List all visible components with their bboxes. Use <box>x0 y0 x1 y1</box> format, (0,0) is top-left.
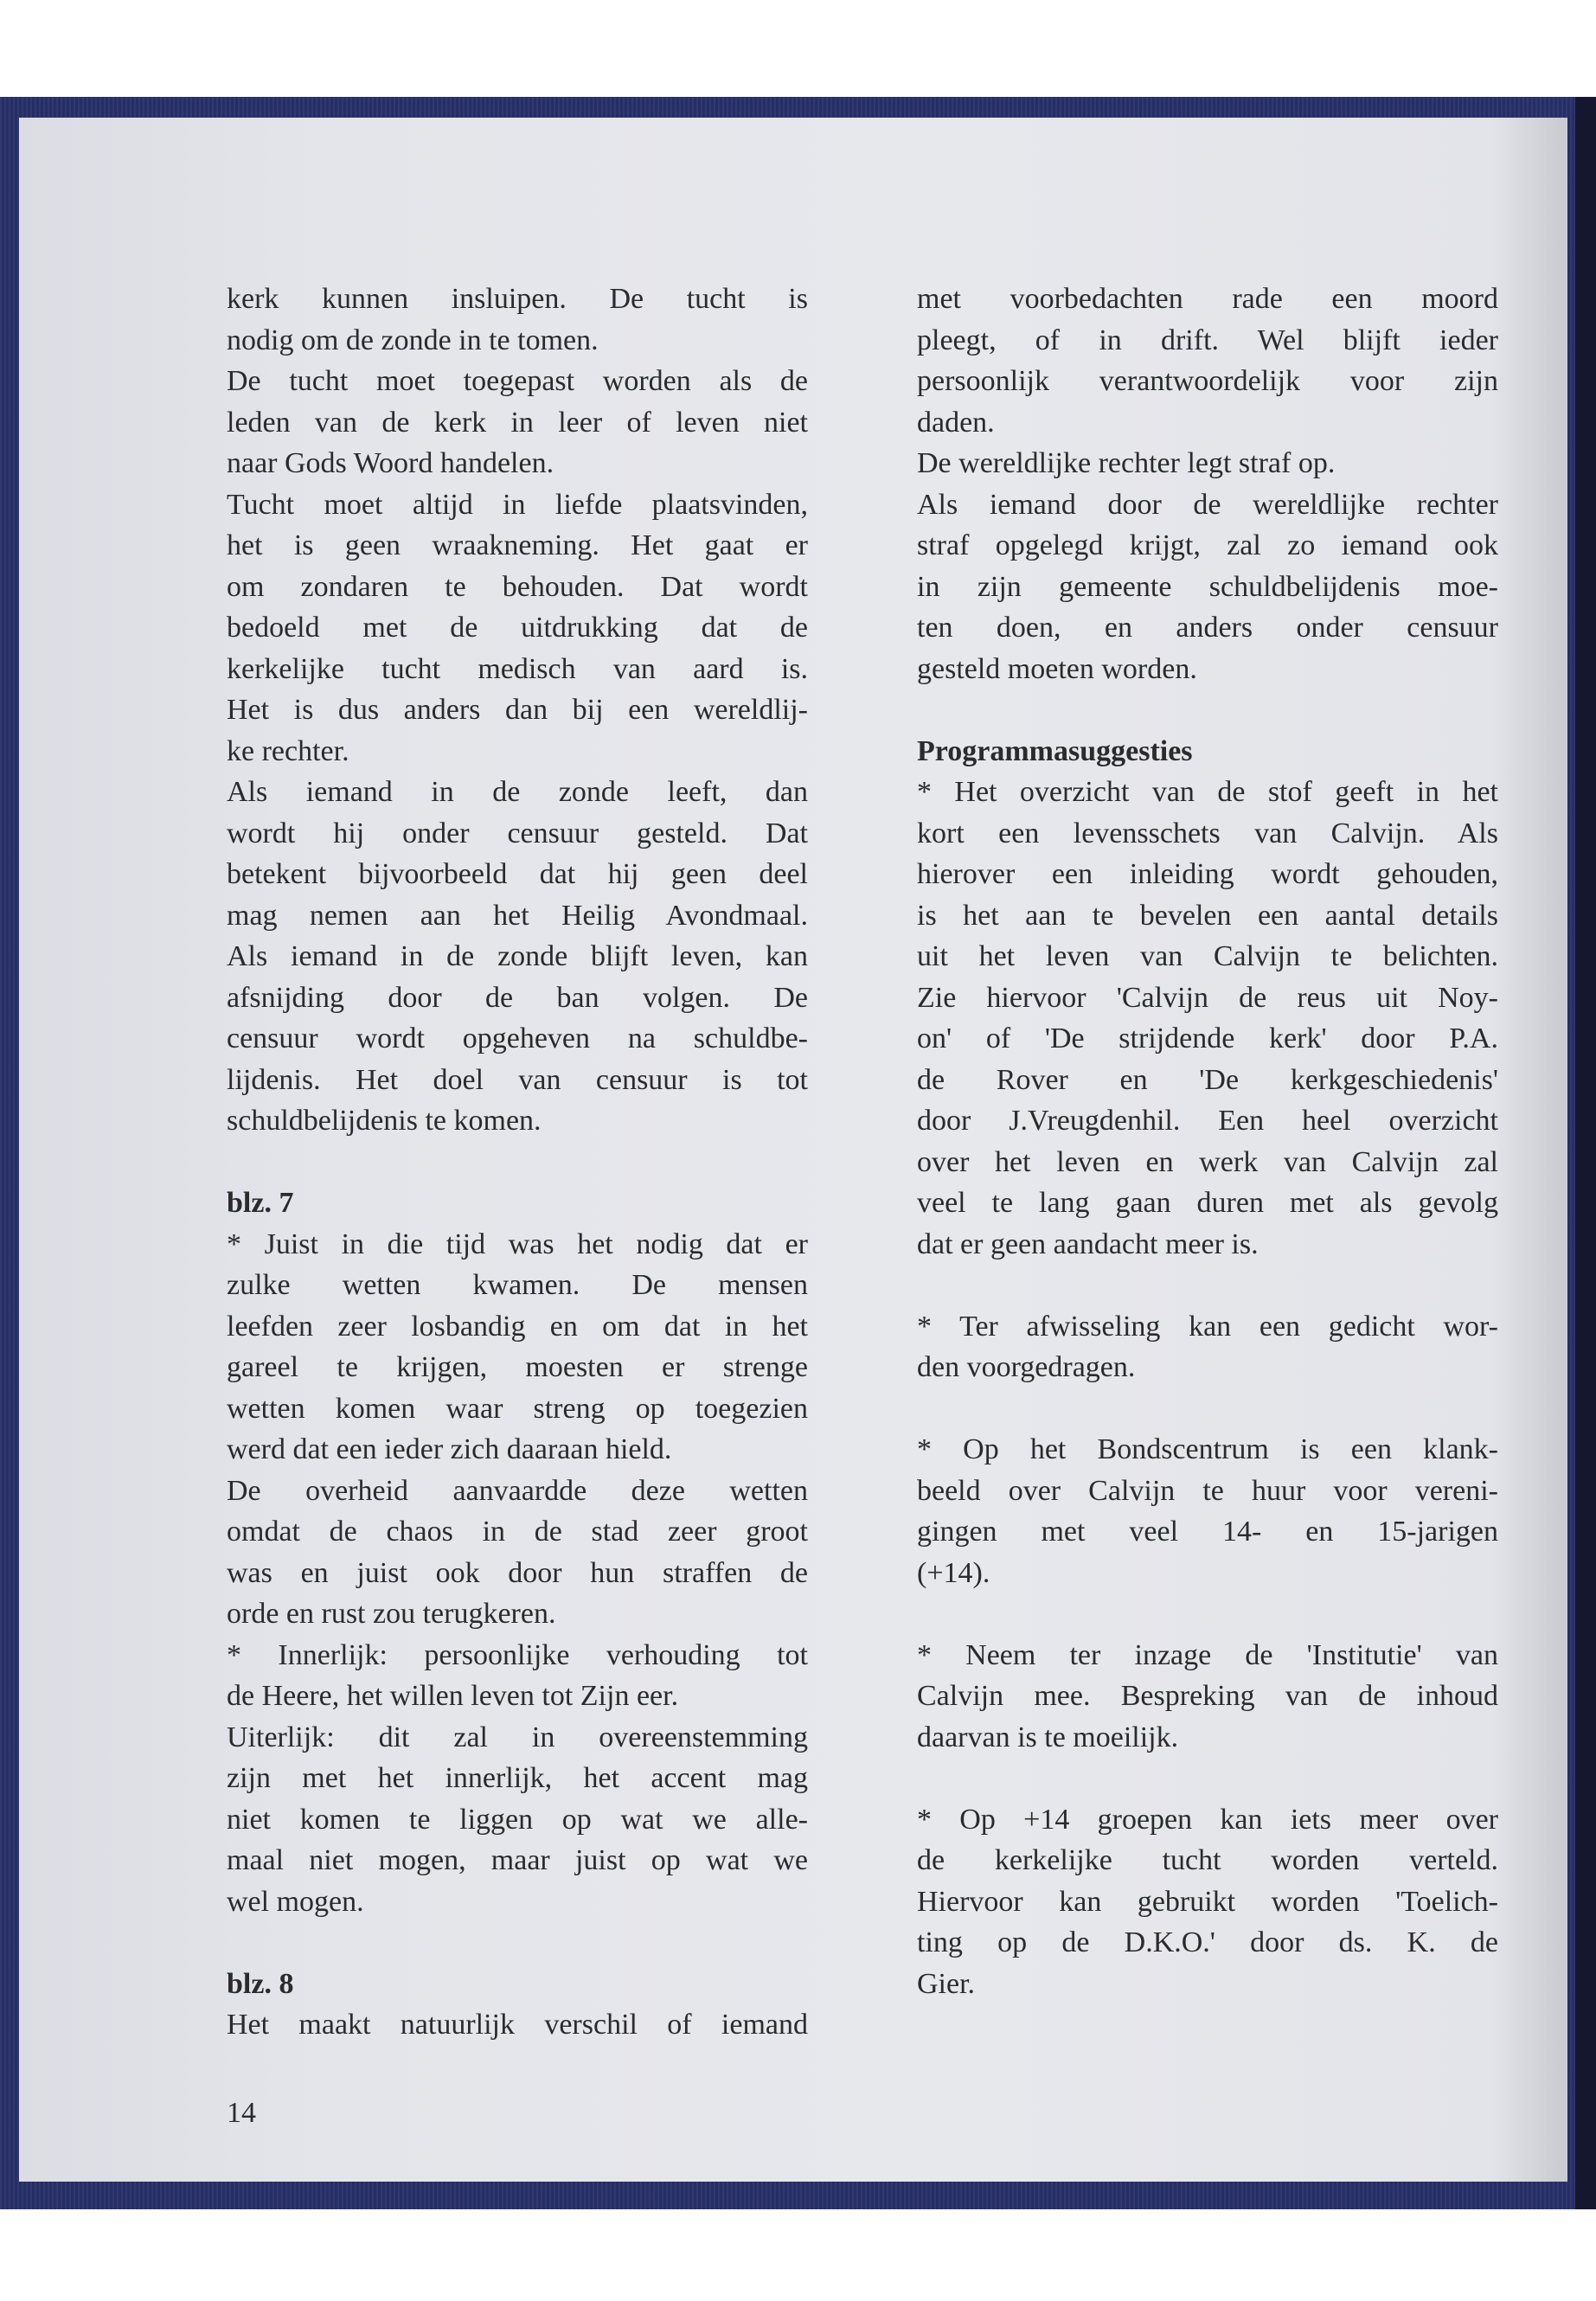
right-text-column <box>917 279 1498 2004</box>
text-line: zijn met het innerlijk, het accent mag <box>227 1762 808 1794</box>
text-line: is het aan te bevelen een aantal details <box>917 899 1498 932</box>
text-line: censuur wordt opgeheven na schuldbe- <box>227 1022 808 1054</box>
text-line: Zie hiervoor 'Calvijn de reus uit Noy- <box>917 981 1498 1014</box>
text-line: was en juist ook door hun straffen de <box>227 1556 808 1589</box>
text-line: leden van de kerk in leer of leven niet <box>227 406 808 439</box>
text-line: Calvijn mee. Bespreking van de inhoud <box>917 1680 1498 1712</box>
text-line: daarvan is te moeilijk. <box>917 1721 1179 1753</box>
text-line: veel te lang gaan duren met als gevolg <box>917 1187 1498 1219</box>
text-line: * Neem ter inzage de 'Institutie' van <box>917 1638 1498 1671</box>
text-line: leefden zeer losbandig en om dat in het <box>227 1310 808 1343</box>
blank-line <box>917 689 1498 731</box>
blank-line <box>917 1758 1498 1799</box>
section-heading: blz. 7 <box>227 1187 294 1219</box>
text-line: nodig om de zonde in te tomen. <box>227 324 599 356</box>
text-line: on' of 'De strijdende kerk' door P.A. <box>917 1022 1498 1054</box>
text-line: Hiervoor kan gebruikt worden 'Toelich- <box>917 1885 1498 1918</box>
text-line: De tucht moet toegepast worden als de <box>227 365 808 397</box>
text-line: gesteld moeten worden. <box>917 652 1197 685</box>
text-line: straf opgelegd krijgt, zal zo iemand ook <box>917 529 1498 561</box>
text-line: Als iemand in de zonde leeft, dan <box>227 776 808 808</box>
text-line: gingen met veel 14- en 15-jarigen <box>917 1516 1498 1548</box>
text-line: kerk kunnen insluipen. De tucht is <box>227 283 808 315</box>
text-line: * Het overzicht van de stof geeft in het <box>917 776 1498 808</box>
text-line: ting op de D.K.O.' door ds. K. de <box>917 1926 1498 1958</box>
blank-line <box>917 1265 1498 1306</box>
blank-line <box>917 1593 1498 1635</box>
text-line: het is geen wraakneming. Het gaat er <box>227 529 808 561</box>
text-line: wetten komen waar streng op toegezien <box>227 1392 808 1425</box>
text-line: gareel te krijgen, moesten er strenge <box>227 1351 808 1383</box>
text-line: pleegt, of in drift. Wel blijft ieder <box>917 324 1498 356</box>
text-line: Tucht moet altijd in liefde plaatsvinden, <box>227 488 808 521</box>
text-line: uit het leven van Calvijn te belichten. <box>917 940 1498 972</box>
blank-line <box>227 1922 808 1964</box>
blank-line <box>917 1388 1498 1430</box>
text-line: * Op +14 groepen kan iets meer over <box>917 1803 1498 1836</box>
text-line: daden. <box>917 406 995 439</box>
text-line: Het is dus anders dan bij een wereldlij- <box>227 694 808 726</box>
text-line: persoonlijk verantwoordelijk voor zijn <box>917 365 1498 397</box>
text-line: in zijn gemeente schuldbelijdenis moe- <box>917 570 1498 603</box>
blank-line <box>227 1142 808 1183</box>
text-line: De overheid aanvaardde deze wetten <box>227 1474 808 1507</box>
text-line: mag nemen aan het Heilig Avondmaal. <box>227 899 808 932</box>
text-line: met voorbedachten rade een moord <box>917 283 1498 315</box>
text-line: afsnijding door de ban volgen. De <box>227 981 808 1014</box>
text-line: den voorgedragen. <box>917 1351 1136 1383</box>
text-line: over het leven en werk van Calvijn zal <box>917 1145 1498 1178</box>
text-line: wel mogen. <box>227 1885 364 1918</box>
text-line: schuldbelijdenis te komen. <box>227 1105 542 1137</box>
text-line: Gier. <box>917 1967 976 2000</box>
text-line: bedoeld met de uitdrukking dat de <box>227 612 808 644</box>
text-line: betekent bijvoorbeeld dat hij geen deel <box>227 858 808 890</box>
text-line: omdat de chaos in de stad zeer groot <box>227 1516 808 1548</box>
text-line: hierover een inleiding wordt gehouden, <box>917 858 1498 890</box>
page-number: 14 <box>227 2097 256 2129</box>
text-line: * Juist in die tijd was het nodig dat er <box>227 1227 808 1260</box>
text-line: dat er geen aandacht meer is. <box>917 1227 1259 1260</box>
text-line: Als iemand in de zonde blijft leven, kan <box>227 940 808 972</box>
text-line: de kerkelijke tucht worden verteld. <box>917 1844 1498 1876</box>
text-line: ke rechter. <box>227 734 349 767</box>
section-heading: blz. 8 <box>227 1967 294 2000</box>
text-line: lijdenis. Het doel van censuur is tot <box>227 1063 808 1096</box>
text-line: (+14). <box>917 1556 990 1589</box>
text-line: de Rover en 'De kerkgeschiedenis' <box>917 1063 1498 1096</box>
text-line: wordt hij onder censuur gesteld. Dat <box>227 817 808 849</box>
left-text-column <box>227 279 808 2046</box>
text-line: Als iemand door de wereldlijke rechter <box>917 488 1498 521</box>
text-line: Uiterlijk: dit zal in overeenstemming <box>227 1721 808 1753</box>
text-line: De wereldlijke rechter legt straf op. <box>917 447 1336 479</box>
text-line: om zondaren te behouden. Dat wordt <box>227 570 808 603</box>
text-line: * Innerlijk: persoonlijke verhouding tot <box>227 1638 808 1671</box>
text-line: * Op het Bondscentrum is een klank- <box>917 1433 1498 1465</box>
book-spine-edge <box>1575 97 1596 2209</box>
text-line: Het maakt natuurlijk verschil of iemand <box>227 2009 808 2041</box>
text-line: beeld over Calvijn te huur voor vereni- <box>917 1474 1498 1507</box>
text-line: maal niet mogen, maar juist op wat we <box>227 1844 808 1876</box>
text-line: kerkelijke tucht medisch van aard is. <box>227 652 808 685</box>
section-heading: Programmasuggesties <box>917 734 1193 767</box>
text-line: niet komen te liggen op wat we alle- <box>227 1803 808 1836</box>
text-line: de Heere, het willen leven tot Zijn eer. <box>227 1680 679 1712</box>
text-line: kort een levensschets van Calvijn. Als <box>917 817 1498 849</box>
text-line: zulke wetten kwamen. De mensen <box>227 1269 808 1301</box>
text-line: orde en rust zou terugkeren. <box>227 1598 556 1630</box>
text-line: ten doen, en anders onder censuur <box>917 612 1498 644</box>
text-line: werd dat een ieder zich daaraan hield. <box>227 1433 672 1465</box>
text-line: naar Gods Woord handelen. <box>227 447 554 479</box>
text-line: * Ter afwisseling kan een gedicht wor- <box>917 1310 1498 1343</box>
text-line: door J.Vreugdenhil. Een heel overzicht <box>917 1105 1498 1137</box>
